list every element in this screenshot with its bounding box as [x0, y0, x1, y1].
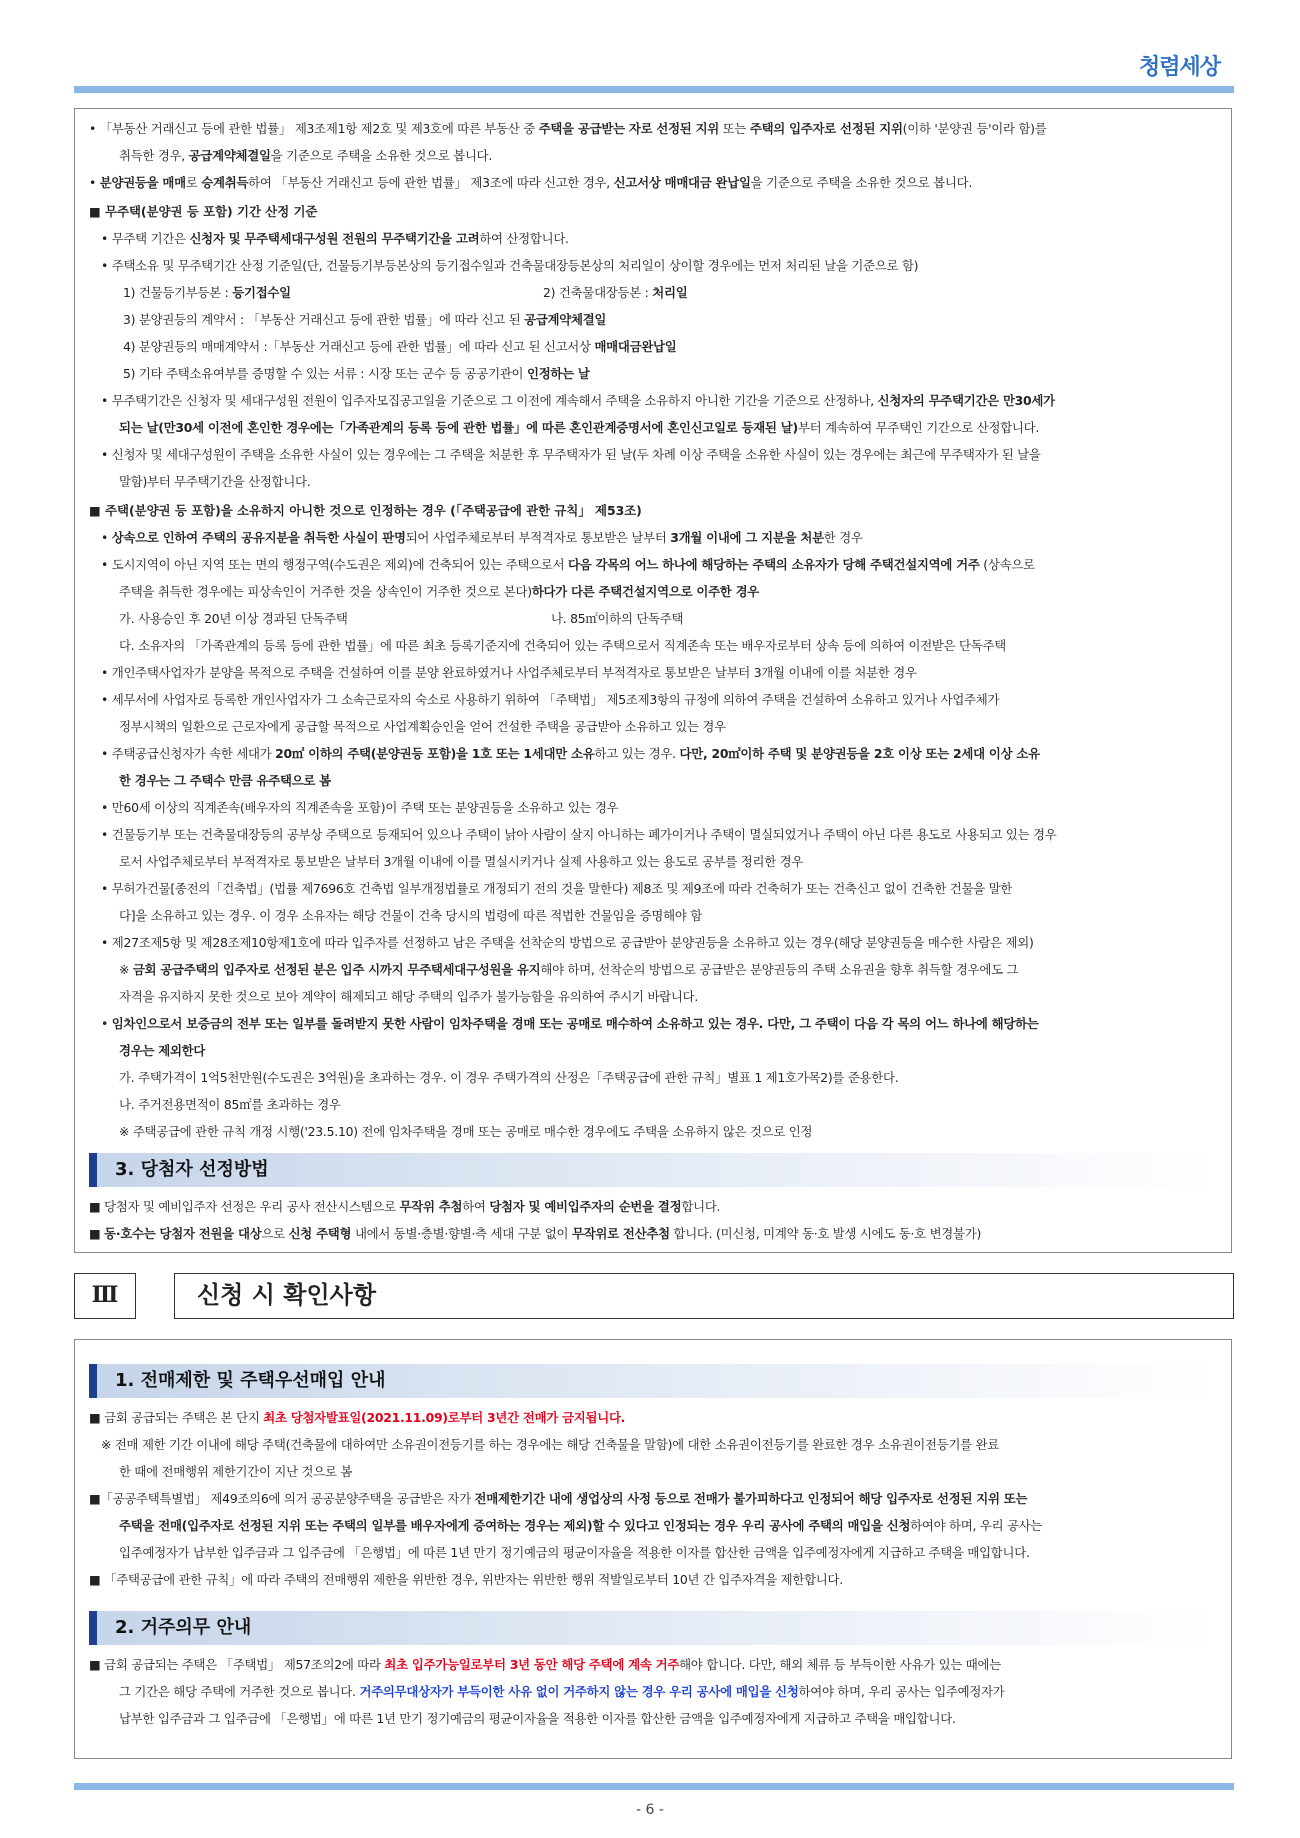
eligibility-box	[74, 108, 1232, 1253]
text-line: 입주예정자가 납부한 입주금과 그 입주금에 「은행법」에 따른 1년 만기 정기예금의 평균이자율을 적용한 이자를 합산한 금액을 입주예정자에게 지급하고 주택을 매입합니다.	[119, 1545, 1030, 1560]
text-line: ※ 전매 제한 기간 이내에 해당 주택(건축물에 대하여만 소유권이전등기를 하는 경우에는 해당 건축물을 말함)에 대한 소유권이전등기를 완료한 경우 소유권이전등기를 완료	[101, 1437, 1000, 1452]
text-line: 가. 주택가격이 1억5천만원(수도권은 3억원)을 초과하는 경우. 이 경우 주택가격의 산정은「주택공급에 관한 규칙」별표 1 제1호가목2)를 준용한다.	[119, 1070, 899, 1085]
text-line: ■ 「주택공급에 관한 규칙」에 따라 주택의 전매행위 제한을 위반한 경우, 위반자는 위반한 행위 적발일로부터 10년 간 입주자격을 제한합니다.	[89, 1572, 843, 1587]
bottom-divider	[74, 1783, 1234, 1790]
text-line: 5) 기타 주택소유여부를 증명할 수 있는 서류 : 시장 또는 군수 등 공공기관이 인정하는 날	[123, 366, 590, 381]
chapter-number: Ⅲ	[74, 1273, 136, 1319]
text-line: 그 기간은 해당 주택에 거주한 것으로 봅니다. 거주의무대상자가 부득이한 사유 없이 거주하지 않는 경우 우리 공사에 매입을 신청하여야 하며, 우리 공사는 입주예정자가	[119, 1684, 1005, 1699]
text-line: • 세무서에 사업자로 등록한 개인사업자가 그 소속근로자의 숙소로 사용하기 위하여 「주택법」 제5조제3항의 규정에 의하여 주택을 건설하여 소유하고 있거나 사업주체가	[101, 692, 1000, 707]
text-line: • 제27조제5항 및 제28조제10항제1호에 따라 입주자를 선정하고 남은 주택을 선착순의 방법으로 공급받아 분양권등을 소유하고 있는 경우(해당 분양권등을 매수한 사람은 제외)	[101, 935, 1034, 950]
text-line: ※ 주택공급에 관한 규칙 개정 시행('23.5.10) 전에 임차주택을 경매 또는 공매로 매수한 경우에도 주택을 소유하지 않은 것으로 인정	[119, 1124, 813, 1139]
text-line: 되는 날(만30세 이전에 혼인한 경우에는「가족관계의 등록 등에 관한 법률」에 따른 혼인관계증명서에 혼인신고일로 등재된 날)부터 계속하여 무주택인 기간으로 산정합니다.	[119, 420, 1040, 435]
text-line: • 주택소유 및 무주택기간 산정 기준일(단, 건물등기부등본상의 등기접수일과 건축물대장등본상의 처리일이 상이할 경우에는 먼저 처리된 날을 기준으로 함)	[101, 258, 919, 273]
text-line: ■「공공주택특별법」 제49조의6에 의거 공공분양주택을 공급받은 자가 전매제한기간 내에 생업상의 사정 등으로 전매가 불가피하다고 인정되어 해당 입주자로 선정된 지위 또는	[89, 1491, 1028, 1506]
text-line: ■ 당첨자 및 예비입주자 선정은 우리 공사 전산시스템으로 무작위 추첨하여 당첨자 및 예비입주자의 순번을 결정합니다.	[89, 1199, 721, 1214]
text-line: • 임차인으로서 보증금의 전부 또는 일부를 돌려받지 못한 사람이 임차주택을 경매 또는 공매로 매수하여 소유하고 있는 경우. 다만, 그 주택이 다음 각 목의 어느 하나에 해당하는	[101, 1016, 1039, 1031]
section-2-header: 2. 거주의무 안내	[89, 1611, 1217, 1645]
text-line: 가. 사용승인 후 20년 이상 경과된 단독주택 나. 85㎡이하의 단독주택	[119, 611, 684, 626]
section-heading: ■ 무주택(분양권 등 포함) 기간 산정 기준	[89, 204, 318, 219]
text-line: • 개인주택사업자가 분양을 목적으로 주택을 건설하여 이를 분양 완료하였거나 사업주체로부터 부적격자로 통보받은 날부터 3개월 이내에 이를 처분한 경우	[101, 665, 917, 680]
text-line: 나. 주거전용면적이 85㎡를 초과하는 경우	[119, 1097, 341, 1112]
text-line: 경우는 제외한다	[119, 1043, 206, 1058]
page-number: - 6 -	[636, 1802, 664, 1818]
text-line: 로서 사업주체로부터 부적격자로 통보받은 날부터 3개월 이내에 이를 멸실시키거나 실제 사용하고 있는 용도로 공부를 정리한 경우	[119, 854, 804, 869]
text-line: ■ 금회 공급되는 주택은 본 단지 최초 당첨자발표일(2021.11.09)로부터 3년간 전매가 금지됩니다.	[89, 1410, 626, 1425]
text-line: 납부한 입주금과 그 입주금에 「은행법」에 따른 1년 만기 정기예금의 평균이자율을 적용한 이자를 합산한 금액을 입주예정자에게 지급하고 주택을 매입합니다.	[119, 1711, 956, 1726]
top-divider	[74, 86, 1234, 93]
text-line: 다]을 소유하고 있는 경우. 이 경우 소유자는 해당 건물이 건축 당시의 법령에 따른 적법한 건물임을 증명해야 함	[119, 908, 702, 923]
text-line: 말함)부터 무주택기간을 산정합니다.	[119, 474, 311, 489]
section-1-header: 1. 전매제한 및 주택우선매입 안내	[89, 1364, 1217, 1398]
chapter-header	[74, 1273, 1234, 1319]
text-line: 3) 분양권등의 계약서 : 「부동산 거래신고 등에 관한 법률」에 따라 신고 된 공급계약체결일	[123, 312, 607, 327]
text-line: • 주택공급신청자가 속한 세대가 20㎡ 이하의 주택(분양권등 포함)을 1호 또는 1세대만 소유하고 있는 경우. 다만, 20㎡이하 주택 및 분양권등을 2호 이상 또는 2세대 이상 소유	[101, 746, 1040, 761]
section-heading: ■ 주택(분양권 등 포함)을 소유하지 아니한 것으로 인정하는 경우 (「주택공급에 관한 규칙」 제53조)	[89, 503, 642, 518]
chapter-title: 신청 시 확인사항	[174, 1273, 1234, 1319]
text-line: 자격을 유지하지 못한 것으로 보아 계약이 해제되고 해당 주택의 입주가 불가능함을 유의하여 주시기 바랍니다.	[119, 989, 699, 1004]
text-line: 주택을 취득한 경우에는 피상속인이 거주한 것을 상속인이 거주한 것으로 본다)하다가 다른 주택건설지역으로 이주한 경우	[119, 584, 760, 599]
text-line: • 건물등기부 또는 건축물대장등의 공부상 주택으로 등재되어 있으나 주택이 낡아 사람이 살지 아니하는 폐가이거나 주택이 멸실되었거나 주택이 아닌 다른 용도로 사용되고 있는 경우	[101, 827, 1057, 842]
text-line: 주택을 전매(입주자로 선정된 지위 또는 주택의 일부를 배우자에게 증여하는 경우는 제외)할 수 있다고 인정되는 경우 우리 공사에 주택의 매입을 신청하여야 하며, 우리 공사는	[119, 1518, 1043, 1533]
text-line: • 신청자 및 세대구성원이 주택을 소유한 사실이 있는 경우에는 그 주택을 처분한 후 무주택자가 된 날(두 차례 이상 주택을 소유한 사실이 있는 경우에는 최근에 무주택자가 된 날을	[101, 447, 1041, 462]
section-3-header: 3. 당첨자 선정방법	[89, 1153, 1217, 1187]
logo	[1139, 50, 1220, 81]
text-line: • 무주택 기간은 신청자 및 무주택세대구성원 전원의 무주택기간을 고려하여 산정합니다.	[101, 231, 569, 246]
text-line: 4) 분양권등의 매매계약서 :「부동산 거래신고 등에 관한 법률」에 따라 신고 된 신고서상 매매대금완납일	[123, 339, 677, 354]
application-check-box	[74, 1339, 1232, 1759]
text-line: • 「부동산 거래신고 등에 관한 법률」 제3조제1항 제2호 및 제3호에 따른 부동산 중 주택을 공급받는 자로 선정된 지위 또는 주택의 입주자로 선정된 지위(이하 '분양권 등'이라 함)를	[89, 121, 1047, 136]
text-line: 한 때에 전매행위 제한기간이 지난 것으로 봄	[119, 1464, 353, 1479]
text-line: • 무주택기간은 신청자 및 세대구성원 전원이 입주자모집공고일을 기준으로 그 이전에 계속해서 주택을 소유하지 아니한 기간을 기준으로 산정하나, 신청자의 무주택기간은 만30세가	[101, 393, 1055, 408]
logo-text: 청렴세상	[1138, 55, 1220, 80]
text-line: ※ 금회 공급주택의 입주자로 선정된 분은 입주 시까지 무주택세대구성원을 유지해야 하며, 선착순의 방법으로 공급받은 분양권등의 주택 소유권을 향후 취득할 경우에도 그	[119, 962, 1019, 977]
text-line: 취득한 경우, 공급계약체결일을 기준으로 주택을 소유한 것으로 봅니다.	[119, 148, 493, 163]
text-line: ■ 금회 공급되는 주택은 「주택법」 제57조의2에 따라 최초 입주가능일로부터 3년 동안 해당 주택에 계속 거주해야 합니다. 다만, 해외 체류 등 부득이한 사유가 있는 때에는	[89, 1657, 1001, 1672]
text-line: • 분양권등을 매매로 승계취득하여 「부동산 거래신고 등에 관한 법률」 제3조에 따라 신고한 경우, 신고서상 매매대금 완납일을 기준으로 주택을 소유한 것으로 봅니다.	[89, 175, 973, 190]
text-line: 1) 건물등기부등본 : 등기접수일 2) 건축물대장등본 : 처리일	[123, 285, 688, 300]
text-line: • 만60세 이상의 직계존속(배우자의 직계존속을 포함)이 주택 또는 분양권등을 소유하고 있는 경우	[101, 800, 619, 815]
text-line: 한 경우는 그 주택수 만큼 유주택으로 봄	[119, 773, 331, 788]
text-line: 정부시책의 일환으로 근로자에게 공급할 목적으로 사업계획승인을 얻어 건설한 주택을 공급받아 소유하고 있는 경우	[119, 719, 726, 734]
text-line: • 도시지역이 아닌 지역 또는 면의 행정구역(수도권은 제외)에 건축되어 있는 주택으로서 다음 각목의 어느 하나에 해당하는 주택의 소유자가 당해 주택건설지역에 거주 (상속으로	[101, 557, 1035, 572]
text-line: ■ 동·호수는 당첨자 전원을 대상으로 신청 주택형 내에서 동별·층별·향별·측 세대 구분 없이 무작위로 전산추첨 합니다. (미신청, 미계약 동·호 발생 시에도 동·호 변경불가)	[89, 1226, 982, 1241]
text-line: • 상속으로 인하여 주택의 공유지분을 취득한 사실이 판명되어 사업주체로부터 부적격자로 통보받은 날부터 3개월 이내에 그 지분을 처분한 경우	[101, 530, 863, 545]
text-line: • 무허가건물[종전의「건축법」(법률 제7696호 건축법 일부개정법률로 개정되기 전의 것을 말한다) 제8조 및 제9조에 따라 건축허가 또는 건축신고 없이 건축한 건물을 말한	[101, 881, 1013, 896]
text-line: 다. 소유자의 「가족관계의 등록 등에 관한 법률」에 따른 최초 등록기준지에 건축되어 있는 주택으로서 직계존속 또는 배우자로부터 상속 등에 의하여 이전받은 단독주택	[119, 638, 1006, 653]
